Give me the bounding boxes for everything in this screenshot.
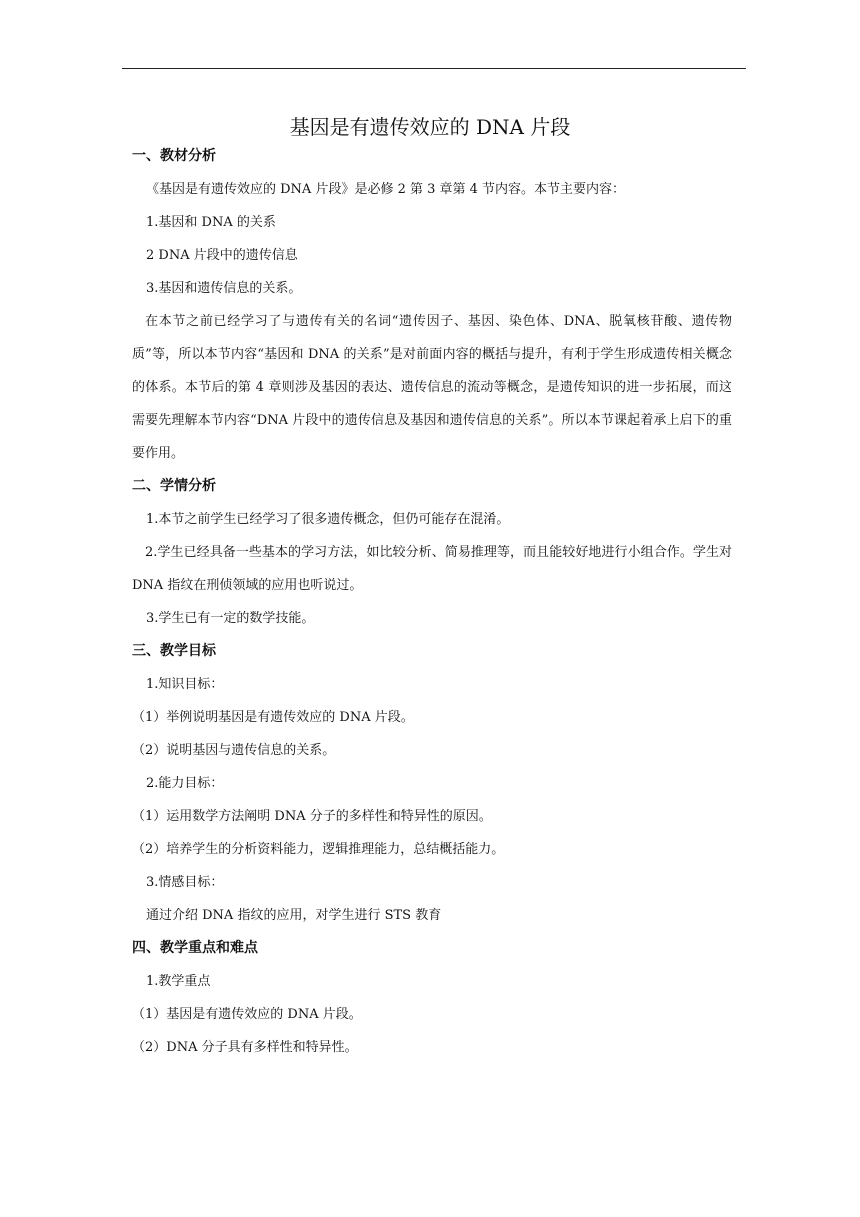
- section-teaching-goals: [132, 635, 732, 932]
- section-heading: 四、教学重点和难点: [132, 940, 258, 956]
- list-item: （1）运用数学方法阐明 DNA 分子的多样性和特异性的原因。: [132, 809, 492, 824]
- section-intro: 《基因是有遗传效应的 DNA 片段》是必修 2 第 3 章第 4 节内容。本节主要内容：: [146, 182, 626, 197]
- document-title: 基因是有遗传效应的 DNA 片段: [289, 115, 571, 139]
- section-textbook-analysis: [132, 140, 732, 470]
- sub-heading: 1.教学重点: [146, 974, 211, 989]
- list-item: 3.基因和遗传信息的关系。: [146, 281, 302, 296]
- sub-heading: 3.情感目标：: [146, 875, 224, 890]
- list-item: 2.学生已经具备一些基本的学习方法，如比较分析、简易推理等，而且能较好地进行小组合作。学生对 DNA 指纹在刑侦领域的应用也听说过。: [132, 545, 732, 593]
- list-item: 3.学生已有一定的数学技能。: [146, 611, 315, 626]
- section-heading: 三、教学目标: [132, 643, 216, 659]
- list-item: 2 DNA 片段中的遗传信息: [146, 248, 298, 263]
- list-item: 1.基因和 DNA 的关系: [146, 215, 276, 230]
- sub-heading: 2.能力目标：: [146, 776, 224, 791]
- list-item: （2）说明基因与遗传信息的关系。: [132, 743, 336, 758]
- document-body: [132, 140, 732, 1064]
- header-rule: [122, 68, 746, 69]
- list-item: 1.本节之前学生已经学习了很多遗传概念，但仍可能存在混淆。: [146, 512, 510, 527]
- section-heading: 一、教材分析: [132, 148, 216, 164]
- list-item: （2）DNA 分子具有多样性和特异性。: [132, 1040, 358, 1055]
- section-heading: 二、学情分析: [132, 478, 216, 494]
- sub-heading: 1.知识目标：: [146, 677, 224, 692]
- list-item: （1）基因是有遗传效应的 DNA 片段。: [132, 1007, 362, 1022]
- section-learner-analysis: [132, 470, 732, 635]
- paragraph: 在本节之前已经学习了与遗传有关的名词“遗传因子、基因、染色体、DNA、脱氧核苷酸、遗传物质”等，所以本节内容“基因和 DNA 的关系”是对前面内容的概括与提升，有利于学生形成遗传相关概念的体系。本节后的第 4 章则涉及基因的表达、遗传信息的流动等概念，是遗传知识的进一步拓展，而这需要先理解本节内容“DNA 片段中的遗传信息及基因和遗传信息的关系”。所以本节课起着承上启下的重要作用。: [132, 314, 732, 461]
- list-item: （2）培养学生的分析资料能力，逻辑推理能力，总结概括能力。: [132, 842, 505, 857]
- section-key-points: [132, 932, 732, 1064]
- paragraph: 通过介绍 DNA 指纹的应用，对学生进行 STS 教育: [146, 908, 442, 923]
- list-item: （1）举例说明基因是有遗传效应的 DNA 片段。: [132, 710, 414, 725]
